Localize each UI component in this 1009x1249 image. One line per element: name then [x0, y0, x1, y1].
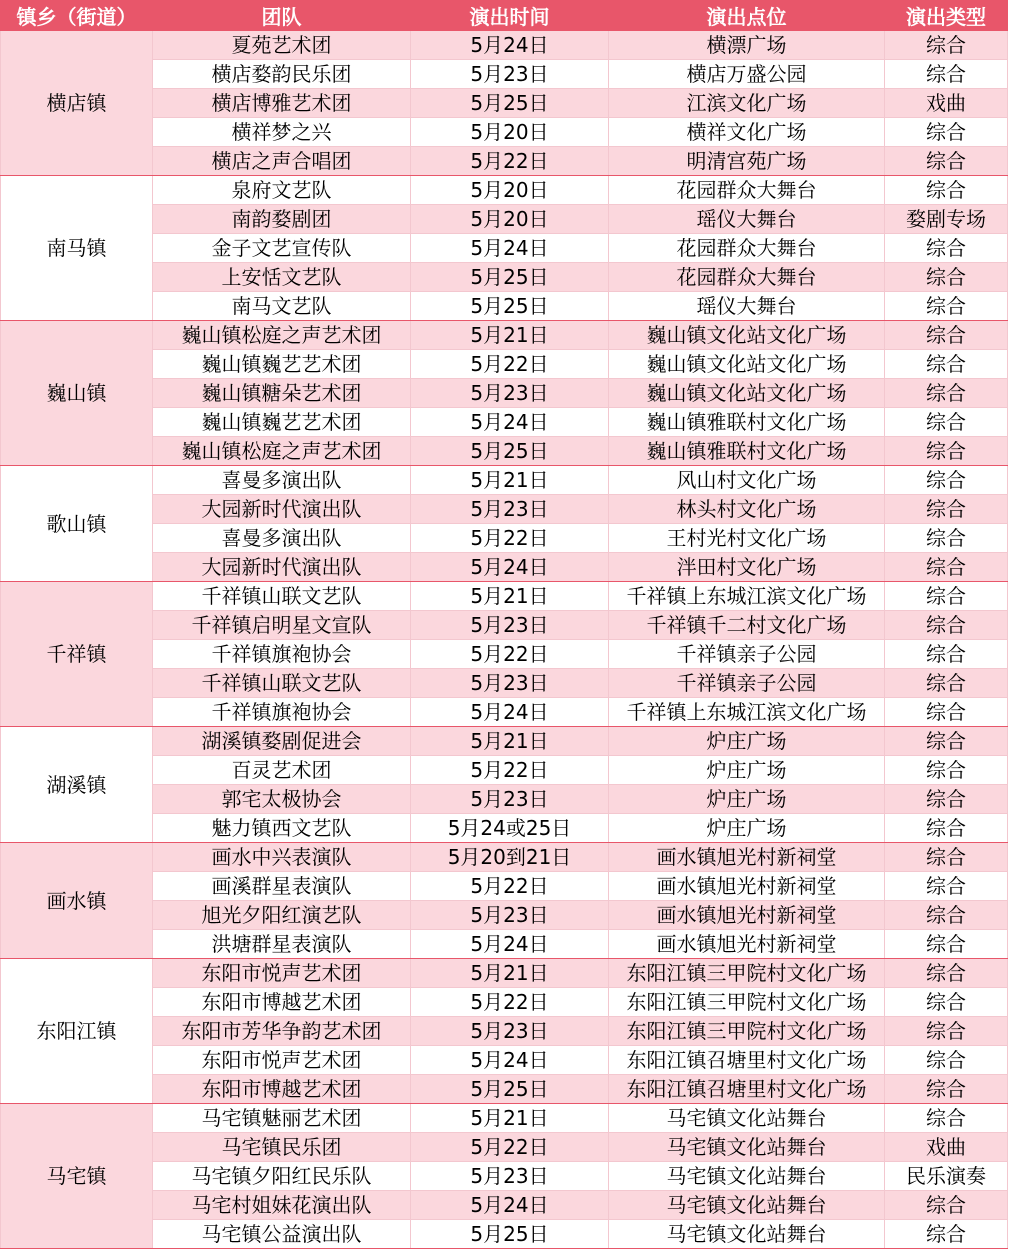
- table-row: [1, 582, 1008, 611]
- cell-team: 大园新时代演出队: [153, 495, 411, 524]
- cell-venue: 花园群众大舞台: [609, 263, 885, 292]
- cell-type: 综合: [885, 321, 1008, 350]
- cell-time: 5月22日: [411, 640, 609, 669]
- cell-type: 综合: [885, 1075, 1008, 1104]
- table-row: [1, 1104, 1008, 1133]
- cell-time: 5月24日: [411, 553, 609, 582]
- cell-type: 综合: [885, 292, 1008, 321]
- header-team: 团队: [153, 1, 411, 31]
- cell-town: 歌山镇: [1, 466, 153, 582]
- cell-time: 5月20日: [411, 176, 609, 205]
- table-row: [1, 1191, 1008, 1220]
- cell-time: 5月23日: [411, 785, 609, 814]
- cell-team: 巍山镇糖朵艺术团: [153, 379, 411, 408]
- cell-team: 马宅镇公益演出队: [153, 1220, 411, 1249]
- cell-team: 夏苑艺术团: [153, 31, 411, 60]
- table-row: [1, 553, 1008, 582]
- cell-time: 5月25日: [411, 1220, 609, 1249]
- cell-time: 5月24日: [411, 408, 609, 437]
- cell-town: 巍山镇: [1, 321, 153, 466]
- header-row: [1, 1, 1008, 31]
- cell-time: 5月23日: [411, 379, 609, 408]
- cell-time: 5月23日: [411, 901, 609, 930]
- cell-team: 马宅村姐妹花演出队: [153, 1191, 411, 1220]
- cell-town: 千祥镇: [1, 582, 153, 727]
- table-row: [1, 379, 1008, 408]
- cell-type: 综合: [885, 31, 1008, 60]
- cell-type: 综合: [885, 350, 1008, 379]
- cell-time: 5月22日: [411, 756, 609, 785]
- cell-venue: 千祥镇上东城江滨文化广场: [609, 698, 885, 727]
- cell-type: 综合: [885, 60, 1008, 89]
- cell-time: 5月24日: [411, 1191, 609, 1220]
- cell-type: 戏曲: [885, 89, 1008, 118]
- cell-type: 民乐演奏: [885, 1162, 1008, 1191]
- cell-team: 马宅镇民乐团: [153, 1133, 411, 1162]
- cell-team: 横店博雅艺术团: [153, 89, 411, 118]
- cell-type: 综合: [885, 263, 1008, 292]
- table-body: [1, 31, 1008, 1249]
- table-row: [1, 1162, 1008, 1191]
- cell-type: 综合: [885, 959, 1008, 988]
- cell-venue: 明清宫苑广场: [609, 147, 885, 176]
- cell-time: 5月23日: [411, 1162, 609, 1191]
- cell-time: 5月25日: [411, 89, 609, 118]
- cell-venue: 巍山镇文化站文化广场: [609, 350, 885, 379]
- table-row: [1, 756, 1008, 785]
- cell-team: 巍山镇巍艺艺术团: [153, 350, 411, 379]
- cell-type: 综合: [885, 408, 1008, 437]
- cell-time: 5月21日: [411, 1104, 609, 1133]
- cell-team: 大园新时代演出队: [153, 553, 411, 582]
- table-row: [1, 872, 1008, 901]
- table-row: [1, 524, 1008, 553]
- cell-venue: 马宅镇文化站舞台: [609, 1104, 885, 1133]
- cell-time: 5月22日: [411, 524, 609, 553]
- cell-type: 综合: [885, 147, 1008, 176]
- cell-town: 马宅镇: [1, 1104, 153, 1249]
- cell-type: 综合: [885, 901, 1008, 930]
- cell-venue: 花园群众大舞台: [609, 234, 885, 263]
- cell-venue: 横漂广场: [609, 31, 885, 60]
- cell-venue: 千祥镇亲子公园: [609, 669, 885, 698]
- cell-time: 5月21日: [411, 466, 609, 495]
- cell-time: 5月22日: [411, 1133, 609, 1162]
- cell-venue: 巍山镇雅联村文化广场: [609, 408, 885, 437]
- cell-team: 百灵艺术团: [153, 756, 411, 785]
- cell-venue: 泮田村文化广场: [609, 553, 885, 582]
- cell-time: 5月21日: [411, 959, 609, 988]
- cell-time: 5月24日: [411, 234, 609, 263]
- cell-venue: 东阳江镇三甲院村文化广场: [609, 988, 885, 1017]
- table-row: [1, 843, 1008, 872]
- cell-type: 综合: [885, 785, 1008, 814]
- cell-type: 综合: [885, 379, 1008, 408]
- cell-venue: 花园群众大舞台: [609, 176, 885, 205]
- cell-venue: 马宅镇文化站舞台: [609, 1220, 885, 1249]
- cell-town: 南马镇: [1, 176, 153, 321]
- cell-team: 横店之声合唱团: [153, 147, 411, 176]
- cell-team: 千祥镇旗袍协会: [153, 698, 411, 727]
- table-row: [1, 1017, 1008, 1046]
- cell-venue: 炉庄广场: [609, 785, 885, 814]
- cell-time: 5月24日: [411, 31, 609, 60]
- cell-venue: 炉庄广场: [609, 727, 885, 756]
- table-row: [1, 1075, 1008, 1104]
- cell-time: 5月20日: [411, 205, 609, 234]
- cell-venue: 瑶仪大舞台: [609, 205, 885, 234]
- cell-time: 5月20日: [411, 118, 609, 147]
- cell-team: 巍山镇松庭之声艺术团: [153, 321, 411, 350]
- cell-team: 喜曼多演出队: [153, 524, 411, 553]
- cell-venue: 画水镇旭光村新祠堂: [609, 843, 885, 872]
- cell-venue: 瑶仪大舞台: [609, 292, 885, 321]
- table-row: [1, 205, 1008, 234]
- table-row: [1, 640, 1008, 669]
- cell-type: 综合: [885, 1046, 1008, 1075]
- cell-time: 5月21日: [411, 321, 609, 350]
- cell-type: 戏曲: [885, 1133, 1008, 1162]
- cell-venue: 风山村文化广场: [609, 466, 885, 495]
- cell-team: 巍山镇巍艺艺术团: [153, 408, 411, 437]
- table-row: [1, 698, 1008, 727]
- cell-team: 横店婺韵民乐团: [153, 60, 411, 89]
- cell-type: 综合: [885, 640, 1008, 669]
- cell-type: 综合: [885, 611, 1008, 640]
- cell-town: 东阳江镇: [1, 959, 153, 1104]
- table-row: [1, 31, 1008, 60]
- cell-venue: 林头村文化广场: [609, 495, 885, 524]
- cell-time: 5月24日: [411, 698, 609, 727]
- cell-venue: 东阳江镇三甲院村文化广场: [609, 1017, 885, 1046]
- cell-team: 南马文艺队: [153, 292, 411, 321]
- cell-venue: 巍山镇雅联村文化广场: [609, 437, 885, 466]
- cell-team: 马宅镇夕阳红民乐队: [153, 1162, 411, 1191]
- header-venue: 演出点位: [609, 1, 885, 31]
- cell-time: 5月24或25日: [411, 814, 609, 843]
- cell-team: 东阳市博越艺术团: [153, 988, 411, 1017]
- table-row: [1, 176, 1008, 205]
- table-row: [1, 901, 1008, 930]
- cell-venue: 画水镇旭光村新祠堂: [609, 872, 885, 901]
- cell-time: 5月22日: [411, 988, 609, 1017]
- cell-team: 东阳市芳华争韵艺术团: [153, 1017, 411, 1046]
- cell-team: 喜曼多演出队: [153, 466, 411, 495]
- header-time: 演出时间: [411, 1, 609, 31]
- cell-type: 综合: [885, 1017, 1008, 1046]
- cell-team: 东阳市悦声艺术团: [153, 1046, 411, 1075]
- cell-type: 综合: [885, 553, 1008, 582]
- table-row: [1, 350, 1008, 379]
- cell-type: 综合: [885, 1191, 1008, 1220]
- cell-team: 南韵婺剧团: [153, 205, 411, 234]
- table-row: [1, 321, 1008, 350]
- cell-time: 5月25日: [411, 292, 609, 321]
- cell-venue: 横店万盛公园: [609, 60, 885, 89]
- cell-time: 5月23日: [411, 1017, 609, 1046]
- cell-team: 画溪群星表演队: [153, 872, 411, 901]
- cell-venue: 千祥镇上东城江滨文化广场: [609, 582, 885, 611]
- table-row: [1, 147, 1008, 176]
- cell-type: 综合: [885, 930, 1008, 959]
- cell-town: 横店镇: [1, 31, 153, 176]
- table-row: [1, 930, 1008, 959]
- table-row: [1, 959, 1008, 988]
- cell-team: 洪塘群星表演队: [153, 930, 411, 959]
- cell-venue: 巍山镇文化站文化广场: [609, 321, 885, 350]
- cell-team: 旭光夕阳红演艺队: [153, 901, 411, 930]
- cell-venue: 王村光村文化广场: [609, 524, 885, 553]
- header-town: 镇乡（街道）: [1, 1, 153, 31]
- table-row: [1, 727, 1008, 756]
- cell-team: 湖溪镇婺剧促进会: [153, 727, 411, 756]
- cell-team: 泉府文艺队: [153, 176, 411, 205]
- cell-venue: 画水镇旭光村新祠堂: [609, 901, 885, 930]
- cell-type: 综合: [885, 118, 1008, 147]
- cell-venue: 东阳江镇召塘里村文化广场: [609, 1046, 885, 1075]
- table-row: [1, 60, 1008, 89]
- cell-time: 5月23日: [411, 495, 609, 524]
- cell-time: 5月24日: [411, 930, 609, 959]
- cell-type: 婺剧专场: [885, 205, 1008, 234]
- cell-time: 5月25日: [411, 437, 609, 466]
- cell-type: 综合: [885, 495, 1008, 524]
- table-row: [1, 118, 1008, 147]
- cell-venue: 江滨文化广场: [609, 89, 885, 118]
- table-row: [1, 263, 1008, 292]
- cell-type: 综合: [885, 756, 1008, 785]
- cell-venue: 千祥镇亲子公园: [609, 640, 885, 669]
- cell-team: 郭宅太极协会: [153, 785, 411, 814]
- table-row: [1, 89, 1008, 118]
- cell-time: 5月22日: [411, 147, 609, 176]
- table-row: [1, 495, 1008, 524]
- table-row: [1, 669, 1008, 698]
- cell-type: 综合: [885, 814, 1008, 843]
- header-type: 演出类型: [885, 1, 1008, 31]
- cell-type: 综合: [885, 1104, 1008, 1133]
- cell-team: 马宅镇魅丽艺术团: [153, 1104, 411, 1133]
- table-row: [1, 408, 1008, 437]
- cell-type: 综合: [885, 466, 1008, 495]
- cell-venue: 千祥镇千二村文化广场: [609, 611, 885, 640]
- cell-type: 综合: [885, 988, 1008, 1017]
- table-row: [1, 1220, 1008, 1249]
- table-row: [1, 234, 1008, 263]
- table-row: [1, 988, 1008, 1017]
- cell-type: 综合: [885, 727, 1008, 756]
- cell-time: 5月22日: [411, 872, 609, 901]
- cell-venue: 马宅镇文化站舞台: [609, 1133, 885, 1162]
- cell-team: 魅力镇西文艺队: [153, 814, 411, 843]
- cell-team: 金子文艺宣传队: [153, 234, 411, 263]
- cell-type: 综合: [885, 582, 1008, 611]
- cell-type: 综合: [885, 437, 1008, 466]
- cell-type: 综合: [885, 234, 1008, 263]
- cell-type: 综合: [885, 176, 1008, 205]
- cell-type: 综合: [885, 872, 1008, 901]
- cell-time: 5月20到21日: [411, 843, 609, 872]
- cell-town: 湖溪镇: [1, 727, 153, 843]
- cell-team: 千祥镇山联文艺队: [153, 669, 411, 698]
- cell-team: 东阳市悦声艺术团: [153, 959, 411, 988]
- cell-type: 综合: [885, 524, 1008, 553]
- cell-time: 5月24日: [411, 1046, 609, 1075]
- cell-venue: 东阳江镇三甲院村文化广场: [609, 959, 885, 988]
- table-row: [1, 611, 1008, 640]
- cell-venue: 巍山镇文化站文化广场: [609, 379, 885, 408]
- cell-team: 东阳市博越艺术团: [153, 1075, 411, 1104]
- cell-venue: 炉庄广场: [609, 814, 885, 843]
- table-row: [1, 785, 1008, 814]
- cell-type: 综合: [885, 843, 1008, 872]
- cell-time: 5月21日: [411, 727, 609, 756]
- cell-type: 综合: [885, 1220, 1008, 1249]
- cell-venue: 炉庄广场: [609, 756, 885, 785]
- cell-venue: 马宅镇文化站舞台: [609, 1191, 885, 1220]
- cell-time: 5月22日: [411, 350, 609, 379]
- table-row: [1, 1046, 1008, 1075]
- cell-time: 5月23日: [411, 60, 609, 89]
- table-row: [1, 1133, 1008, 1162]
- table-row: [1, 466, 1008, 495]
- cell-team: 千祥镇山联文艺队: [153, 582, 411, 611]
- cell-team: 画水中兴表演队: [153, 843, 411, 872]
- cell-venue: 横祥文化广场: [609, 118, 885, 147]
- cell-type: 综合: [885, 669, 1008, 698]
- cell-time: 5月21日: [411, 582, 609, 611]
- cell-time: 5月25日: [411, 263, 609, 292]
- cell-time: 5月23日: [411, 669, 609, 698]
- cell-team: 上安恬文艺队: [153, 263, 411, 292]
- table-row: [1, 292, 1008, 321]
- cell-team: 千祥镇启明星文宣队: [153, 611, 411, 640]
- table-row: [1, 437, 1008, 466]
- cell-town: 画水镇: [1, 843, 153, 959]
- cell-time: 5月23日: [411, 611, 609, 640]
- cell-team: 横祥梦之兴: [153, 118, 411, 147]
- cell-venue: 东阳江镇召塘里村文化广场: [609, 1075, 885, 1104]
- cell-team: 千祥镇旗袍协会: [153, 640, 411, 669]
- cell-type: 综合: [885, 698, 1008, 727]
- table-row: [1, 814, 1008, 843]
- cell-time: 5月25日: [411, 1075, 609, 1104]
- cell-venue: 画水镇旭光村新祠堂: [609, 930, 885, 959]
- cell-venue: 马宅镇文化站舞台: [609, 1162, 885, 1191]
- cell-team: 巍山镇松庭之声艺术团: [153, 437, 411, 466]
